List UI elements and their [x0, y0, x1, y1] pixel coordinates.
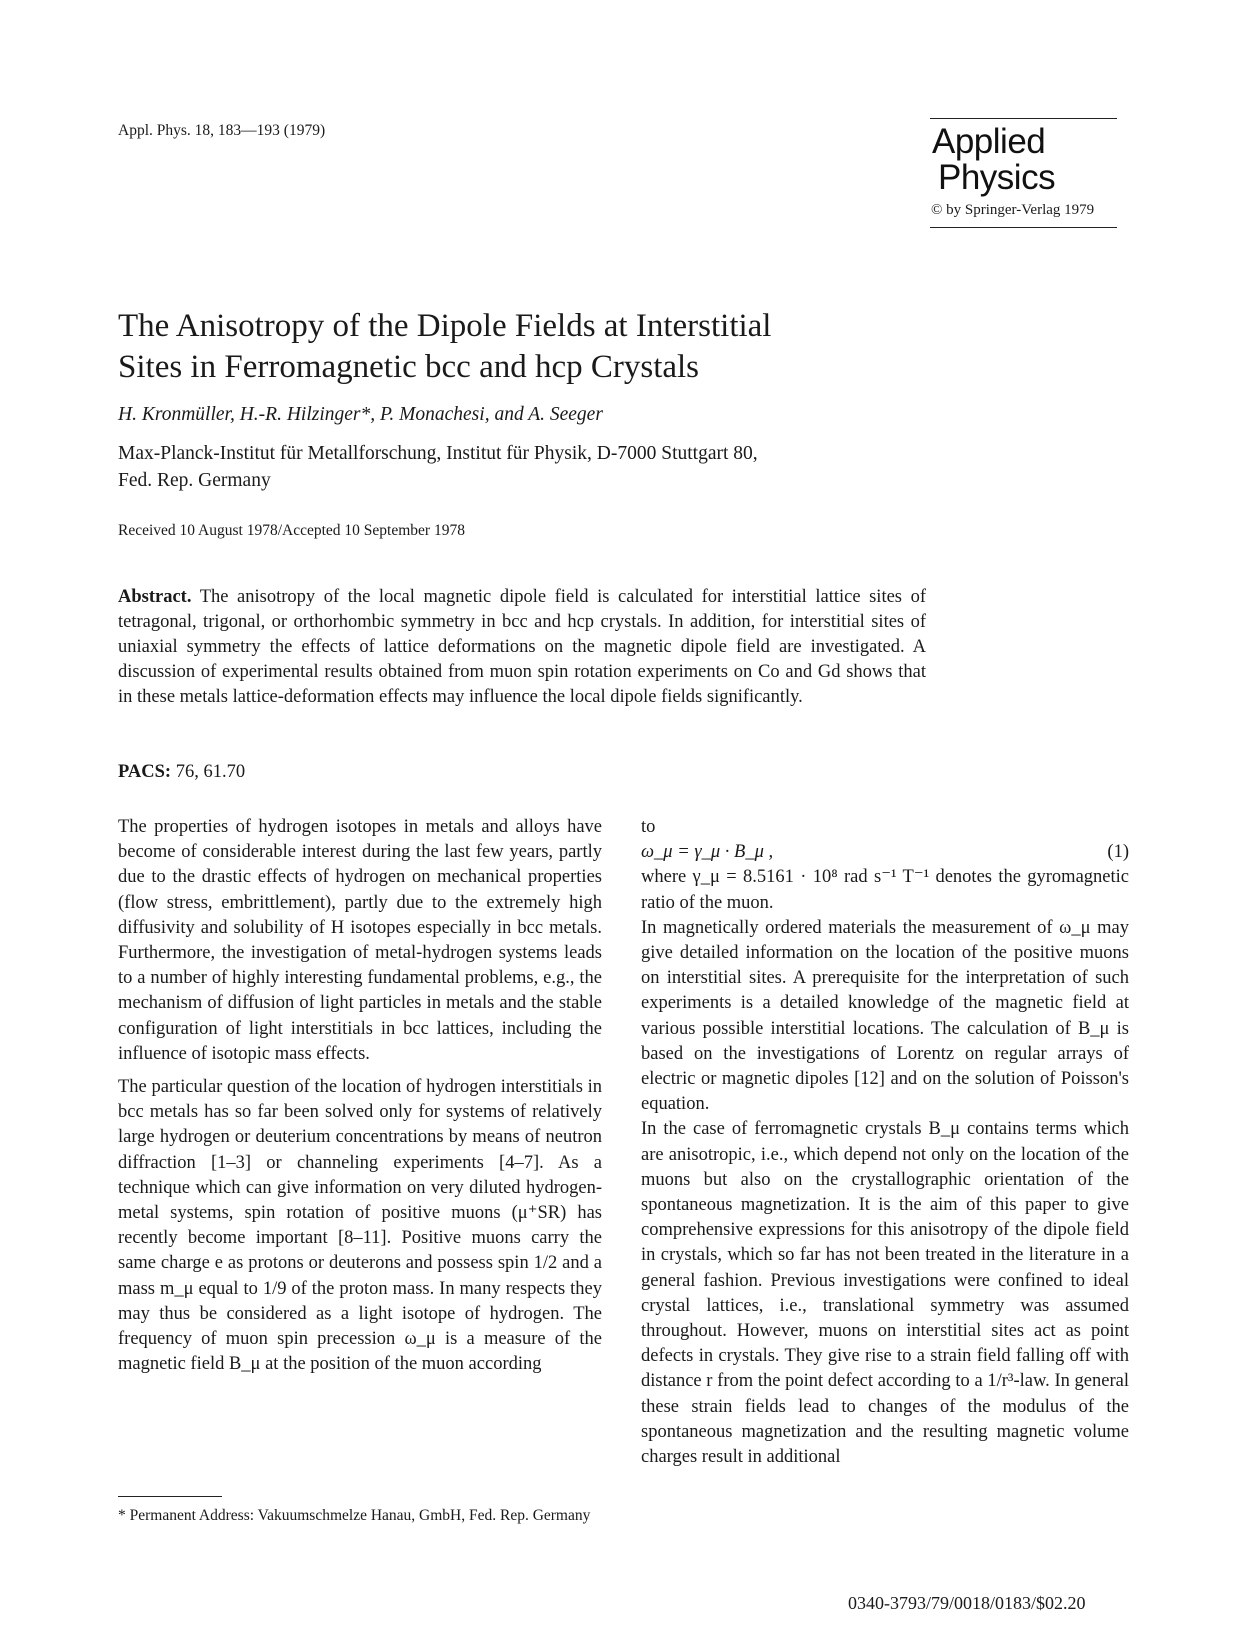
equation-1: [641, 840, 1129, 865]
body-paragraph: where γ_μ = 8.5161 · 10⁸ rad s⁻¹ T⁻¹ denotes the gyromagnetic ratio of the muon.: [641, 867, 1129, 913]
footnote-rule: [118, 1496, 222, 1497]
body-paragraph: The particular question of the location of hydrogen interstitials in bcc metals has so far been solved only for systems of relatively large hydrogen or deuterium concentrations by means of neutron diffraction [1–3] or channeling experiments [4–7]. As a technique which can give information on very diluted hydrogen-metal systems, spin rotation of positive muons (μ⁺SR) has recently become important [8–11]. Positive muons carry the same charge e as protons or deuterons and possess spin 1/2 and a mass m_μ equal to 1/9 of the proton mass. In many respects they may thus be considered as a light isotope of hydrogen. The frequency of muon spin precession ω_μ is a measure of the magnetic field B_μ at the position of the muon according: [118, 1077, 602, 1375]
footnote: * Permanent Address: Vakuumschmelze Hanau, GmbH, Fed. Rep. Germany: [118, 1507, 591, 1524]
equation-intro: to: [641, 817, 656, 837]
body-paragraph: The properties of hydrogen isotopes in metals and alloys have become of considerable interest during the last few years, partly due to the drastic effects of hydrogen on mechanical properties (flow stress, embrittlement), partly due to the extremely high diffusivity and solubility of H isotopes especially in bcc metals. Furthermore, the investigation of metal-hydrogen systems leads to a number of highly interesting fundamental problems, e.g., the mechanism of diffusion of light particles in metals and the stable configuration of light interstitials in bcc lattices, including the influence of isotopic mass effects.: [118, 817, 602, 1064]
equation-number: (1): [1107, 842, 1129, 863]
logo-bottom-rule: [930, 227, 1117, 228]
journal-logo: [930, 118, 1117, 228]
affiliation-line-1: Max-Planck-Institut für Metallforschung, Institut für Physik, D-7000 Stuttgart 80,: [118, 443, 758, 464]
pacs-codes: [118, 762, 245, 783]
abstract-label: Abstract.: [118, 587, 192, 607]
logo-word-applied: Applied: [932, 122, 1046, 161]
pacs-label: PACS:: [118, 762, 172, 782]
logo-word-physics: Physics: [938, 158, 1056, 197]
abstract: [118, 585, 926, 710]
affiliation: [118, 440, 1018, 494]
copyright-notice: © by Springer-Verlag 1979: [931, 202, 1095, 218]
equation-expression: ω_μ = γ_μ · B_μ ,: [641, 842, 774, 863]
journal-reference: Appl. Phys. 18, 183—193 (1979): [118, 122, 326, 139]
issn-code: 0340-3793/79/0018/0183/$02.20: [848, 1593, 1086, 1613]
body-paragraph: In the case of ferromagnetic crystals B_μ contains terms which are anisotropic, i.e., which depend not only on the location of the muons but also on the crystallographic orientation of the spontaneous magnetization. It is the aim of this paper to give comprehensive expressions for this anisotropy of the dipole field in crystals, which so far has not been treated in the literature in a general fashion. Previous investigations were confined to ideal crystal lattices, i.e., translational symmetry was assumed throughout. However, muons on interstitial sites act as point defects in crystals. They give rise to a strain field falling off with distance r from the point defect according to a 1/r³-law. In general these strain fields lead to changes of the modulus of the spontaneous magnetization and the resulting magnetic volume charges result in additional: [641, 1119, 1129, 1468]
body-paragraph: In magnetically ordered materials the measurement of ω_μ may give detailed information on the location of the positive muons on interstitial sites. A prerequisite for the interpretation of such experiments is a detailed knowledge of the magnetic field at various possible interstitial locations. The calculation of B_μ is based on the investigations of Lorentz on regular arrays of electric or magnetic dipoles [12] and on the solution of Poisson's equation.: [641, 917, 1129, 1115]
body-column-left: [118, 815, 602, 1385]
pacs-value: 76, 61.70: [175, 762, 246, 782]
author-list: H. Kronmüller, H.-R. Hilzinger*, P. Monachesi, and A. Seeger: [118, 404, 603, 425]
title-line-1: The Anisotropy of the Dipole Fields at Interstitial: [118, 308, 772, 344]
article-title: [118, 306, 1018, 388]
logo-top-rule: [930, 118, 1117, 119]
affiliation-line-2: Fed. Rep. Germany: [118, 470, 271, 491]
title-line-2: Sites in Ferromagnetic bcc and hcp Crystals: [118, 349, 700, 385]
abstract-text: The anisotropy of the local magnetic dipole field is calculated for interstitial lattice sites of tetragonal, trigonal, or orthorhombic symmetry in bcc and hcp crystals. In addition, for interstitial sites of uniaxial symmetry the effects of lattice deformations on the magnetic dipole field are investigated. A discussion of experimental results obtained from muon spin rotation experiments on Co and Gd shows that in these metals lattice-deformation effects may influence the local dipole fields significantly.: [118, 587, 926, 707]
received-dates: Received 10 August 1978/Accepted 10 September 1978: [118, 522, 465, 539]
body-column-right: [641, 815, 1129, 1478]
